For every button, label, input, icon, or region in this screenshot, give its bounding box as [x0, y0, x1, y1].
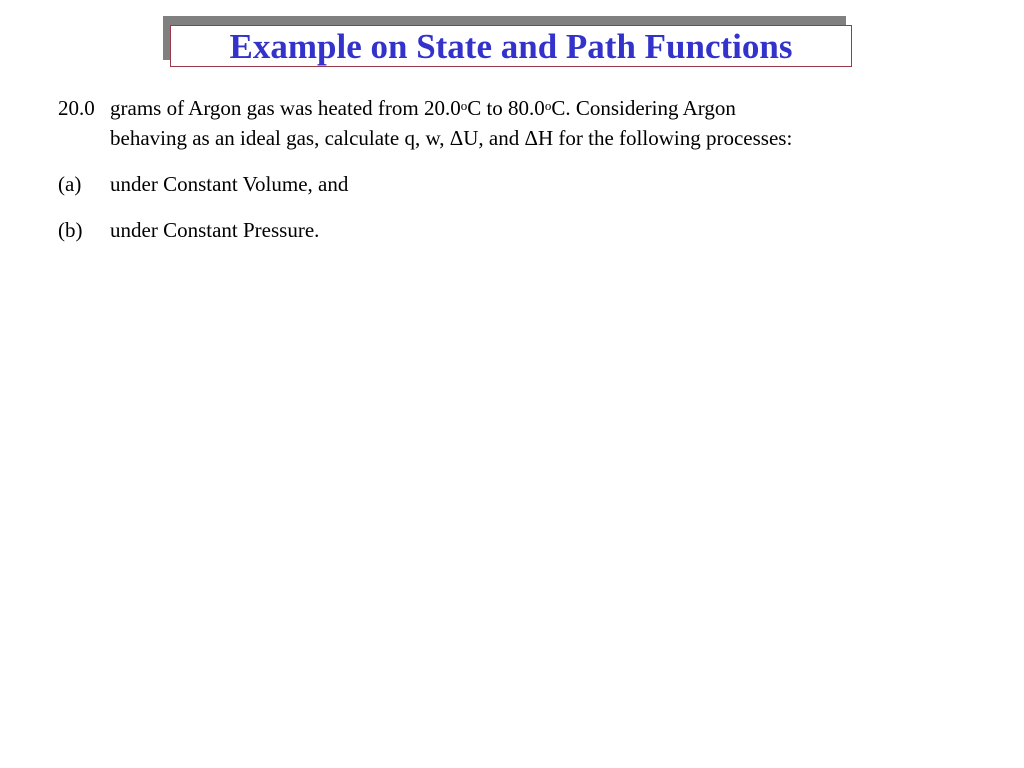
item-text-a: under Constant Volume, and	[110, 172, 349, 196]
list-item	[58, 215, 658, 245]
item-label-a: (a)	[58, 172, 82, 196]
title-box	[170, 25, 852, 67]
degree-superscript-2: o	[544, 98, 552, 113]
list-item	[58, 169, 658, 199]
problem-text-b: C to 80.0	[467, 96, 545, 120]
problem-text-a: grams of Argon gas was heated from 20.0	[110, 96, 461, 120]
slide-title: Example on State and Path Functions	[229, 26, 793, 66]
degree-superscript-1: o	[460, 98, 468, 113]
problem-line-2: behaving as an ideal gas, calculate q, w, ΔU, and ΔH for the following processes:	[110, 126, 793, 150]
item-text-b: under Constant Pressure.	[110, 218, 320, 242]
problem-statement	[58, 93, 998, 153]
problem-line-1	[110, 93, 736, 123]
problem-text-c: C. Considering Argon	[551, 96, 736, 120]
item-label-b: (b)	[58, 218, 83, 242]
problem-label: 20.0	[58, 96, 95, 120]
